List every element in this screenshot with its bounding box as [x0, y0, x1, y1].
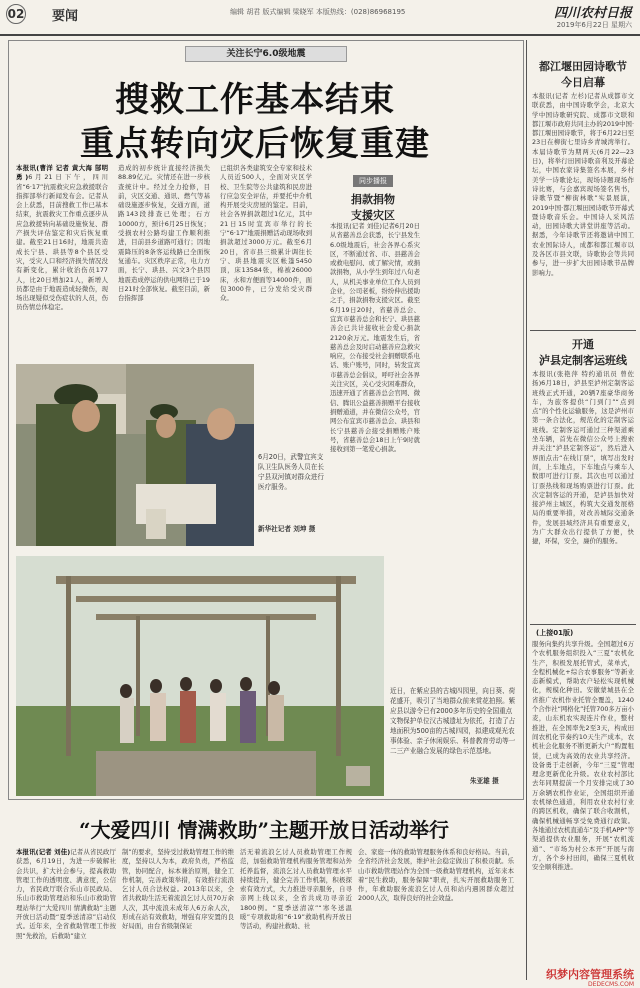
masthead-logo: 四川农村日报	[553, 6, 632, 21]
bottom-col-3: 活无着流浪乞讨人员救助管理工作规范，加强救助管理机构服务管理和站外托养监督，流浪乞讨人员救助管理水平持续提升，健全完善工作机制，积极探索有效方式，大力推进寻亲服务，自寻亲网上线以来，全省共成功寻亲近1800例。“夏季送清凉”“寒冬送温暖”专项救助和“6·19”救助机构开放日等活动，构建社救助、社	[240, 848, 352, 931]
right1-title-line2: 今日启幕	[561, 76, 605, 89]
right2-text: 本报讯(张艳萍 特约通讯员 曾佐扬)6月18日，泸县至泸州定制客运班线正式开通，20辆7座豪华商务车，为旅客提供“门到门”“点到点”的个性化运输服务，这是泸州市第一条合法化，规范化的定制客运班线。定制客运可通过三种渠道乘坐车辆，首先在微信公众号上搜索并关注“泸县定制客运”，然后进入界面点击“在线订票”，填写出发时间，上车地点，下车地点与乘车人数即可进行订票。其次也可以通过订票热线和现场购票进行订票。此次定制客运的开通，是泸县加快对接泸州主城区，构筑大交通发展格局的重要举措，对改善城际交通条件，发展县域经济具有重要意义，为广大群众出行提供了方便，快捷，环保，安全，廉价的服务。	[532, 370, 634, 546]
right3-text: 服务向集约共享升级。全国超过6万个农机服务组织投入“三夏”农机化生产，积极发展托管式，菜单式，全程机械化+综合农事服务“等新业态新模式，帮助农户轻松实现机械化，规模化种田。安徽蒙城县在全省推广农机作业托管全覆盖，1240个合作社“网格化”托管700多万亩小麦，山东机农实现连片作业，整村推进，在全国率先2至3天，构成田间农机化节奏约10天生产成本，农机社会化服务不断更新大户“购置租赁，已成为高效的农业共享经济。设备勇于走创新，今年“三夏”管理理念更新优化升级。农业农村部比去年同期提前一个月安排完成了30万余辆农机作业证，全国组织开通农机绿色通道，利用农业农村行业的跨区机收，确保了联合收割机，确保机械通畅享受免费通行政策。各地通过农机直通车“及手机APP”等渠道提供农业服务，开展“农机流通”、“市场为村公本开”开展与南方，各个乡村田间，确保三夏机收安全顺利推进。	[532, 640, 634, 872]
photo-sunflower-park-image	[16, 556, 384, 796]
page-number: 02	[6, 4, 28, 24]
lead-headline-line1: 搜救工作基本结束	[115, 80, 395, 120]
lead-byline: 本报讯(曹洋 记者 黄大海 郜明勇)	[16, 164, 108, 182]
watermark-text: 织梦内容管理系统	[546, 968, 634, 981]
watermark-url: DEDECMS.COM	[588, 981, 634, 988]
photo-medical-service	[16, 364, 254, 546]
bottom-byline: 本报讯(记者 刘佳)	[16, 848, 71, 856]
sidebar-tag: 同步播报	[353, 175, 393, 187]
right-divider-1	[530, 330, 636, 331]
sidebar-title-line1: 捐款捐物	[351, 193, 395, 206]
right2-title-line2: 泸县定制客运班线	[539, 354, 627, 367]
lead-headline-line2: 重点转向灾后恢复重建	[80, 124, 430, 164]
sidebar-article-text: 本报讯(记者 刘佳)记者6月20日从省慈善总会获悉，长宁县发生6.0级地震后，社会各界心系灾区，不断通过省、市、县慈善会或救电慰问、或了解灾情，或捐款捐物，从小学生到年过八旬老人，从机关事业单位工作人员到企业，公司老板，纷纷伸出援助之手，捐款捐物支援灾区。截至6月19日20时，省慈善总会、宜宾市慈善总会和长宁、珙县慈善会已共计接收社会爱心捐款2120余万元。地震发生后，省慈善总会及时启动慈善应急救灾响应，公布接受社会捐赠联系电话、账户账号，同时，转发宜宾市慈善总会倡议，呼吁社会各界关注灾区，关心受灾困难群众，迅速开通了省慈善总会官网、微信、腾讯公益慈善捐赠平台接收捐赠通道，并在微信公众号，官网公布宜宾市慈善总会、珙县和长宁县慈善会接受捐赠账户账号，省慈善总会18日上午9时就接收到第一笔爱心捐款。	[330, 222, 420, 454]
right-column-divider	[526, 40, 527, 980]
right3-tag: (上接01版)	[536, 629, 574, 637]
photo2-caption: 近日，在紫应县的古城四园里，向日葵、荷花盛开，吸引了当地群众前来赏花拍照。紫应县以游令已有2000多年历史的全国重点文物保护单位汉古城遗址为依托，打造了占地面积为500亩的古城四园，拟建成观光农事体验、亲子休闲娱乐、科普教育劳动等一二三产业融合发展的绿色示范基地。	[390, 687, 516, 755]
lead-col-3: 已组织各类建筑安全专家和技术人员近500人，全面对灾区学校、卫生院等公共建筑和民房进行应急安全评估，并要托中介机构开展受灾房屋的鉴定。目前，社会各界捐款超过1亿元，其中21日15时宣宾市举行的长宁“6·17”地震捐赠活动现场收到捐款超过3000万元。截至6月20日，省市县三级累计调往长宁、珙县地震灾区帐篷5450顶，床13584张，棉被26000床，水和方便面等14000件，面包3000件，已分发给受灾群众。	[220, 164, 312, 303]
page-header	[0, 0, 640, 36]
section-name: 要闻	[52, 9, 79, 24]
right2-title-line1: 开通	[572, 338, 594, 351]
photo2-credit: 朱亚雄 摄	[470, 777, 499, 785]
bottom-headline: “大爱四川 情满救助”主题开放日活动举行	[79, 818, 449, 842]
right1-title-line1: 都江堰田园诗歌节	[539, 60, 627, 73]
photo-medical-service-image	[16, 364, 254, 546]
sidebar-title-line2: 支援灾区	[351, 209, 395, 222]
bottom-col-4: 会、家庭一体的救助管理服务体系和良好格局。当前，全省经济社会发展，维护社会稳定做出了积极贡献。乐山市救助管理站作为全国一级救助管理机构，近年来本着“民生救助，服务保障”职责，扎实开展救助服务工作，年救助服务流浪乞讨人员和站内遇困群众超过2000人次，取得良好的社会效益。	[358, 848, 514, 903]
lead-kicker: 关注长宁6.0级地震	[185, 46, 347, 62]
editors-line: 编辑 胡君 版式编辑 梁晓军 本版热线：(028)86968195	[230, 8, 406, 16]
bottom-col-1-text: 记者从省民政厅获悉，6月19日，为进一步破解社会共识，扩大社会参与，提高救助管理工作的透明度、满意度，公信力，省民政厅联合乐山市民政局、乐山市救助管理站和乐山市救助管理站举行“大爱四川 情满救助”主题开放日活动暨“夏季送清凉”启动仪式。近年来，全省救助管理工作按照“先救治，后救助”建立	[16, 848, 116, 940]
photo-sunflower-park	[16, 556, 384, 796]
lead-col-1	[16, 164, 108, 360]
bottom-col-2: 制”的要求，坚持受过救助管理工作的维度，坚持以人为本，政府负责，严格监管，协同配合，标本兼治原则，健全工作机制，完善政策举措，有效推行流浪乞讨人员合法权益。2013年以来，全省共救助生活无着流浪乞讨人员70万余人次，其中流浪未成年人6万余人次，形成在站有效救助，增强有序安置的良好局面，由台省级制保证	[122, 848, 234, 931]
lead-col-1-text: 6月21日下午，四川省“6·17”抗震救灾应急救援联合指挥部举行新闻发布会。记者从会上获悉，目前搜救工作已基本结束，抗震救灾工作重点逐步从应急救援转向基础设施恢复、群产损失评估鉴定和灾后恢复重建。截至21日16时，地震共造成长宁县、珙县等8个县区受灾，受灾人口和经济损失情况没有新变化，累计收治伤员177人，比20日增加21人，新增人员都是由于地震造成轻微伤，现场出现疑似受伤症状的人员，伤员伤情总体稳定。	[16, 173, 108, 312]
lead-col-2: 造成的初步统计直接经济损失88.89亿元。灾情还在进一步核查统计中。经过全力抢修，目前，灾区交通、通讯、燃气等基础设施逐步恢复，交通方面，道路143段排查已处理；石方10000方，预计6月25日恢复；受损农村公路均建工作顺利推进，目前县乡道路可通行；因地震降压的8条客运线路已全面恢复通车。灾区秩序正常，电力方面，长宁、珙县、兴文3个县因地震造成停运的供电网络已于19日21时全部恢复。截至目前，新台指挥部	[118, 164, 210, 303]
sidebar-tag-box	[330, 168, 416, 222]
photo1-credit: 新华社记者 刘坤 摄	[258, 525, 316, 533]
photo1-caption: 6月20日，武警宜宾支队卫生队医务人员在长宁县双河镇对群众进行医疗服务。	[258, 453, 324, 491]
right1-text: 本报讯(记者 左杉)记者从成都市文联获悉，由中国诗歌学会，北京大学中国诗歌研究院、成都市文联和都江堰市政府共同主办的2019中国·都江堰田园诗歌节，将于6月22日至23日在柳街七里诗乡青城湾举行。本届诗歌节为期两天(6月22—23日)，将举行田园诗歌音利及开幕论坛，中国农家诗集签名本展，乡村美学一诗歌论坛，现场诗题现场作诗比赛，与会嘉宾现场签名售书，诗歌节暨“柳街林歌”实景展演，2019中国·都江堰田园诗歌节开幕式暨诗歌音乐会。中国诗人采风活动，田园诗歌大讲堂讲座等活动。据悉，今年诗歌节还将邀请中国工农业国际诗人，成都和都江堰市以及各区市县文联，诗歌协会等共同参与，进一步扩大田园诗歌节品牌影响力。	[532, 92, 634, 277]
issue-date: 2019年6月22日 星期六	[556, 21, 632, 29]
bottom-col-1	[16, 848, 116, 980]
right-divider-2	[530, 624, 636, 625]
